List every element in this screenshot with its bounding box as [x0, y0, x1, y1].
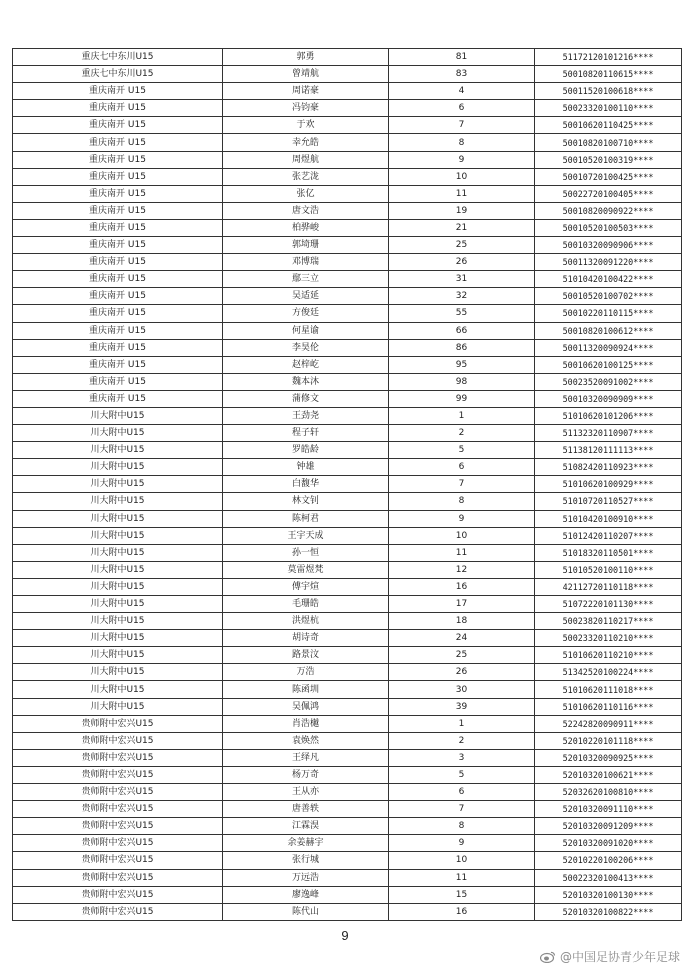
id-number-cell: 51010720110527**** — [535, 493, 682, 510]
id-number-cell: 51010620111018**** — [535, 681, 682, 698]
player-name-cell: 王宇天成 — [223, 527, 389, 544]
jersey-number-cell: 7 — [389, 117, 535, 134]
jersey-number-cell: 12 — [389, 561, 535, 578]
player-name-cell: 廖逸峰 — [223, 886, 389, 903]
team-cell: 川大附中U15 — [13, 561, 223, 578]
table-row — [13, 903, 682, 920]
jersey-number-cell: 81 — [389, 49, 535, 66]
id-number-cell: 51072220101130**** — [535, 596, 682, 613]
id-number-cell: 51172120101216**** — [535, 49, 682, 66]
table-row — [13, 835, 682, 852]
table-row — [13, 544, 682, 561]
id-number-cell: 52010320090925**** — [535, 749, 682, 766]
jersey-number-cell: 95 — [389, 356, 535, 373]
player-name-cell: 王从亦 — [223, 784, 389, 801]
id-number-cell: 50010820090922**** — [535, 202, 682, 219]
id-number-cell: 51010620110210**** — [535, 647, 682, 664]
player-name-cell: 肖浩樾 — [223, 715, 389, 732]
jersey-number-cell: 1 — [389, 407, 535, 424]
jersey-number-cell: 17 — [389, 596, 535, 613]
jersey-number-cell: 11 — [389, 544, 535, 561]
player-name-cell: 王劲尧 — [223, 407, 389, 424]
team-cell: 重庆南开 U15 — [13, 185, 223, 202]
jersey-number-cell: 25 — [389, 237, 535, 254]
team-cell: 贵师附中宏兴U15 — [13, 903, 223, 920]
player-name-cell: 林文钊 — [223, 493, 389, 510]
player-name-cell: 幸允皓 — [223, 134, 389, 151]
team-cell: 贵师附中宏兴U15 — [13, 835, 223, 852]
team-cell: 贵师附中宏兴U15 — [13, 869, 223, 886]
player-name-cell: 柏骅峻 — [223, 219, 389, 236]
team-cell: 重庆七中东川U15 — [13, 66, 223, 83]
player-name-cell: 陈柯君 — [223, 510, 389, 527]
team-cell: 贵师附中宏兴U15 — [13, 886, 223, 903]
player-name-cell: 周煜航 — [223, 151, 389, 168]
team-cell: 重庆南开 U15 — [13, 168, 223, 185]
id-number-cell: 50010220110115**** — [535, 305, 682, 322]
table-row — [13, 715, 682, 732]
jersey-number-cell: 24 — [389, 630, 535, 647]
jersey-number-cell: 66 — [389, 322, 535, 339]
id-number-cell: 52032620100810**** — [535, 784, 682, 801]
team-cell: 贵师附中宏兴U15 — [13, 749, 223, 766]
team-cell: 贵师附中宏兴U15 — [13, 852, 223, 869]
table-row — [13, 818, 682, 835]
player-name-cell: 陈函圳 — [223, 681, 389, 698]
jersey-number-cell: 32 — [389, 288, 535, 305]
table-row — [13, 766, 682, 783]
jersey-number-cell: 11 — [389, 185, 535, 202]
team-cell: 川大附中U15 — [13, 493, 223, 510]
table-row — [13, 869, 682, 886]
jersey-number-cell: 5 — [389, 442, 535, 459]
table-row — [13, 100, 682, 117]
id-number-cell: 50010320090909**** — [535, 390, 682, 407]
table-row — [13, 151, 682, 168]
jersey-number-cell: 86 — [389, 339, 535, 356]
team-cell: 川大附中U15 — [13, 681, 223, 698]
jersey-number-cell: 9 — [389, 151, 535, 168]
table-row — [13, 459, 682, 476]
jersey-number-cell: 4 — [389, 83, 535, 100]
id-number-cell: 50023520091002**** — [535, 373, 682, 390]
roster-table-container — [12, 48, 677, 921]
id-number-cell: 50023320100110**** — [535, 100, 682, 117]
jersey-number-cell: 10 — [389, 527, 535, 544]
player-name-cell: 莫雷煜梵 — [223, 561, 389, 578]
jersey-number-cell: 19 — [389, 202, 535, 219]
id-number-cell: 50010720100425**** — [535, 168, 682, 185]
team-cell: 重庆南开 U15 — [13, 117, 223, 134]
player-name-cell: 何星谕 — [223, 322, 389, 339]
id-number-cell: 51010520100110**** — [535, 561, 682, 578]
id-number-cell: 50010320090906**** — [535, 237, 682, 254]
table-row — [13, 698, 682, 715]
table-row — [13, 271, 682, 288]
team-cell: 重庆南开 U15 — [13, 134, 223, 151]
team-cell: 川大附中U15 — [13, 527, 223, 544]
jersey-number-cell: 26 — [389, 664, 535, 681]
team-cell: 贵师附中宏兴U15 — [13, 766, 223, 783]
id-number-cell: 50023820110217**** — [535, 613, 682, 630]
table-row — [13, 407, 682, 424]
table-row — [13, 784, 682, 801]
team-cell: 川大附中U15 — [13, 544, 223, 561]
team-cell: 川大附中U15 — [13, 698, 223, 715]
table-row — [13, 254, 682, 271]
team-cell: 川大附中U15 — [13, 664, 223, 681]
jersey-number-cell: 83 — [389, 66, 535, 83]
team-cell: 重庆南开 U15 — [13, 339, 223, 356]
player-name-cell: 方俊廷 — [223, 305, 389, 322]
id-number-cell: 52242820090911**** — [535, 715, 682, 732]
team-cell: 重庆南开 U15 — [13, 237, 223, 254]
table-row — [13, 134, 682, 151]
table-row — [13, 202, 682, 219]
id-number-cell: 50010820100612**** — [535, 322, 682, 339]
player-name-cell: 郭埼珊 — [223, 237, 389, 254]
id-number-cell: 50010520100319**** — [535, 151, 682, 168]
team-cell: 川大附中U15 — [13, 459, 223, 476]
id-number-cell: 51138120111113**** — [535, 442, 682, 459]
jersey-number-cell: 16 — [389, 578, 535, 595]
table-row — [13, 749, 682, 766]
player-name-cell: 江霖淏 — [223, 818, 389, 835]
player-name-cell: 毛珊皓 — [223, 596, 389, 613]
team-cell: 重庆南开 U15 — [13, 254, 223, 271]
player-name-cell: 胡诗奇 — [223, 630, 389, 647]
table-row — [13, 49, 682, 66]
table-row — [13, 168, 682, 185]
watermark — [540, 948, 680, 965]
jersey-number-cell: 30 — [389, 681, 535, 698]
table-row — [13, 493, 682, 510]
id-number-cell: 50010620110425**** — [535, 117, 682, 134]
id-number-cell: 50011320091220**** — [535, 254, 682, 271]
jersey-number-cell: 3 — [389, 749, 535, 766]
team-cell: 川大附中U15 — [13, 407, 223, 424]
player-name-cell: 罗皓龄 — [223, 442, 389, 459]
weibo-icon — [540, 950, 556, 963]
id-number-cell: 50022720100405**** — [535, 185, 682, 202]
team-cell: 川大附中U15 — [13, 425, 223, 442]
jersey-number-cell: 8 — [389, 134, 535, 151]
id-number-cell: 50010820100710**** — [535, 134, 682, 151]
id-number-cell: 52010320100822**** — [535, 903, 682, 920]
roster-table-body — [13, 49, 682, 921]
player-name-cell: 郭勇 — [223, 49, 389, 66]
table-row — [13, 476, 682, 493]
table-row — [13, 801, 682, 818]
jersey-number-cell: 15 — [389, 886, 535, 903]
team-cell: 贵师附中宏兴U15 — [13, 715, 223, 732]
id-number-cell: 51132320110907**** — [535, 425, 682, 442]
table-row — [13, 527, 682, 544]
player-name-cell: 张亿 — [223, 185, 389, 202]
table-row — [13, 664, 682, 681]
jersey-number-cell: 26 — [389, 254, 535, 271]
team-cell: 川大附中U15 — [13, 596, 223, 613]
player-name-cell: 鄢三立 — [223, 271, 389, 288]
jersey-number-cell: 9 — [389, 510, 535, 527]
table-row — [13, 356, 682, 373]
table-row — [13, 305, 682, 322]
player-name-cell: 陈代山 — [223, 903, 389, 920]
player-name-cell: 万远浩 — [223, 869, 389, 886]
jersey-number-cell: 16 — [389, 903, 535, 920]
id-number-cell: 51010420100910**** — [535, 510, 682, 527]
team-cell: 重庆七中东川U15 — [13, 49, 223, 66]
id-number-cell: 52010320100621**** — [535, 766, 682, 783]
player-name-cell: 吴适延 — [223, 288, 389, 305]
player-name-cell: 钟雄 — [223, 459, 389, 476]
page-number: 9 — [341, 928, 349, 943]
id-number-cell: 51010620101206**** — [535, 407, 682, 424]
team-cell: 川大附中U15 — [13, 613, 223, 630]
player-name-cell: 洪煜杭 — [223, 613, 389, 630]
table-row — [13, 425, 682, 442]
jersey-number-cell: 55 — [389, 305, 535, 322]
table-row — [13, 732, 682, 749]
team-cell: 川大附中U15 — [13, 510, 223, 527]
id-number-cell: 52010320100130**** — [535, 886, 682, 903]
jersey-number-cell: 6 — [389, 784, 535, 801]
team-cell: 重庆南开 U15 — [13, 288, 223, 305]
jersey-number-cell: 7 — [389, 476, 535, 493]
id-number-cell: 52010320091110**** — [535, 801, 682, 818]
team-cell: 贵师附中宏兴U15 — [13, 784, 223, 801]
id-number-cell: 52010320091020**** — [535, 835, 682, 852]
id-number-cell: 42112720110118**** — [535, 578, 682, 595]
id-number-cell: 51012420110207**** — [535, 527, 682, 544]
player-name-cell: 余姜赫宇 — [223, 835, 389, 852]
jersey-number-cell: 18 — [389, 613, 535, 630]
team-cell: 重庆南开 U15 — [13, 271, 223, 288]
jersey-number-cell: 6 — [389, 459, 535, 476]
player-name-cell: 白馥华 — [223, 476, 389, 493]
jersey-number-cell: 25 — [389, 647, 535, 664]
player-name-cell: 冯钧豪 — [223, 100, 389, 117]
team-cell: 重庆南开 U15 — [13, 151, 223, 168]
player-name-cell: 周诺豪 — [223, 83, 389, 100]
team-cell: 贵师附中宏兴U15 — [13, 732, 223, 749]
player-name-cell: 于欢 — [223, 117, 389, 134]
player-name-cell: 曾靖航 — [223, 66, 389, 83]
jersey-number-cell: 99 — [389, 390, 535, 407]
table-row — [13, 596, 682, 613]
team-cell: 贵师附中宏兴U15 — [13, 801, 223, 818]
table-row — [13, 852, 682, 869]
team-cell: 重庆南开 U15 — [13, 356, 223, 373]
team-cell: 重庆南开 U15 — [13, 390, 223, 407]
player-name-cell: 傅宇煊 — [223, 578, 389, 595]
table-row — [13, 613, 682, 630]
id-number-cell: 51018320110501**** — [535, 544, 682, 561]
table-row — [13, 510, 682, 527]
id-number-cell: 51082420110923**** — [535, 459, 682, 476]
table-row — [13, 185, 682, 202]
jersey-number-cell: 7 — [389, 801, 535, 818]
table-row — [13, 681, 682, 698]
jersey-number-cell: 2 — [389, 732, 535, 749]
table-row — [13, 237, 682, 254]
id-number-cell: 50011520100618**** — [535, 83, 682, 100]
player-name-cell: 吴佩鸿 — [223, 698, 389, 715]
team-cell: 川大附中U15 — [13, 442, 223, 459]
watermark-text: @中国足协青少年足球 — [559, 950, 680, 964]
team-cell: 川大附中U15 — [13, 647, 223, 664]
table-row — [13, 66, 682, 83]
id-number-cell: 50010520100503**** — [535, 219, 682, 236]
id-number-cell: 52010220100206**** — [535, 852, 682, 869]
table-row — [13, 339, 682, 356]
team-cell: 川大附中U15 — [13, 630, 223, 647]
jersey-number-cell: 10 — [389, 168, 535, 185]
team-cell: 川大附中U15 — [13, 476, 223, 493]
team-cell: 贵师附中宏兴U15 — [13, 818, 223, 835]
table-row — [13, 288, 682, 305]
jersey-number-cell: 8 — [389, 818, 535, 835]
team-cell: 川大附中U15 — [13, 578, 223, 595]
jersey-number-cell: 11 — [389, 869, 535, 886]
jersey-number-cell: 5 — [389, 766, 535, 783]
id-number-cell: 50010820110615**** — [535, 66, 682, 83]
table-row — [13, 630, 682, 647]
player-name-cell: 程子轩 — [223, 425, 389, 442]
table-row — [13, 647, 682, 664]
player-name-cell: 魏本沐 — [223, 373, 389, 390]
table-row — [13, 322, 682, 339]
id-number-cell: 52010220101118**** — [535, 732, 682, 749]
table-row — [13, 442, 682, 459]
table-row — [13, 83, 682, 100]
player-name-cell: 万浩 — [223, 664, 389, 681]
jersey-number-cell: 31 — [389, 271, 535, 288]
team-cell: 重庆南开 U15 — [13, 322, 223, 339]
id-number-cell: 50023320110210**** — [535, 630, 682, 647]
team-cell: 重庆南开 U15 — [13, 83, 223, 100]
roster-table — [12, 48, 682, 921]
player-name-cell: 王绎凡 — [223, 749, 389, 766]
jersey-number-cell: 39 — [389, 698, 535, 715]
id-number-cell: 50010620100125**** — [535, 356, 682, 373]
player-name-cell: 唐文浩 — [223, 202, 389, 219]
jersey-number-cell: 21 — [389, 219, 535, 236]
player-name-cell: 蒲修文 — [223, 390, 389, 407]
table-row — [13, 886, 682, 903]
team-cell: 重庆南开 U15 — [13, 219, 223, 236]
player-name-cell: 赵梓屹 — [223, 356, 389, 373]
team-cell: 重庆南开 U15 — [13, 373, 223, 390]
jersey-number-cell: 9 — [389, 835, 535, 852]
jersey-number-cell: 6 — [389, 100, 535, 117]
jersey-number-cell: 10 — [389, 852, 535, 869]
jersey-number-cell: 2 — [389, 425, 535, 442]
player-name-cell: 李昊伦 — [223, 339, 389, 356]
table-row — [13, 561, 682, 578]
player-name-cell: 邓博瑞 — [223, 254, 389, 271]
team-cell: 重庆南开 U15 — [13, 305, 223, 322]
player-name-cell: 张行城 — [223, 852, 389, 869]
id-number-cell: 51010620110116**** — [535, 698, 682, 715]
table-row — [13, 117, 682, 134]
jersey-number-cell: 8 — [389, 493, 535, 510]
id-number-cell: 51342520100224**** — [535, 664, 682, 681]
player-name-cell: 唐善轶 — [223, 801, 389, 818]
team-cell: 重庆南开 U15 — [13, 100, 223, 117]
table-row — [13, 578, 682, 595]
player-name-cell: 张艺泷 — [223, 168, 389, 185]
id-number-cell: 50010520100702**** — [535, 288, 682, 305]
player-name-cell: 杨万奇 — [223, 766, 389, 783]
table-row — [13, 373, 682, 390]
id-number-cell: 52010320091209**** — [535, 818, 682, 835]
jersey-number-cell: 98 — [389, 373, 535, 390]
table-row — [13, 390, 682, 407]
id-number-cell: 50011320090924**** — [535, 339, 682, 356]
player-name-cell: 孙一恒 — [223, 544, 389, 561]
player-name-cell: 路景汶 — [223, 647, 389, 664]
jersey-number-cell: 1 — [389, 715, 535, 732]
team-cell: 重庆南开 U15 — [13, 202, 223, 219]
id-number-cell: 51010620100929**** — [535, 476, 682, 493]
id-number-cell: 51010420100422**** — [535, 271, 682, 288]
player-name-cell: 袁焕然 — [223, 732, 389, 749]
id-number-cell: 50022320100413**** — [535, 869, 682, 886]
table-row — [13, 219, 682, 236]
